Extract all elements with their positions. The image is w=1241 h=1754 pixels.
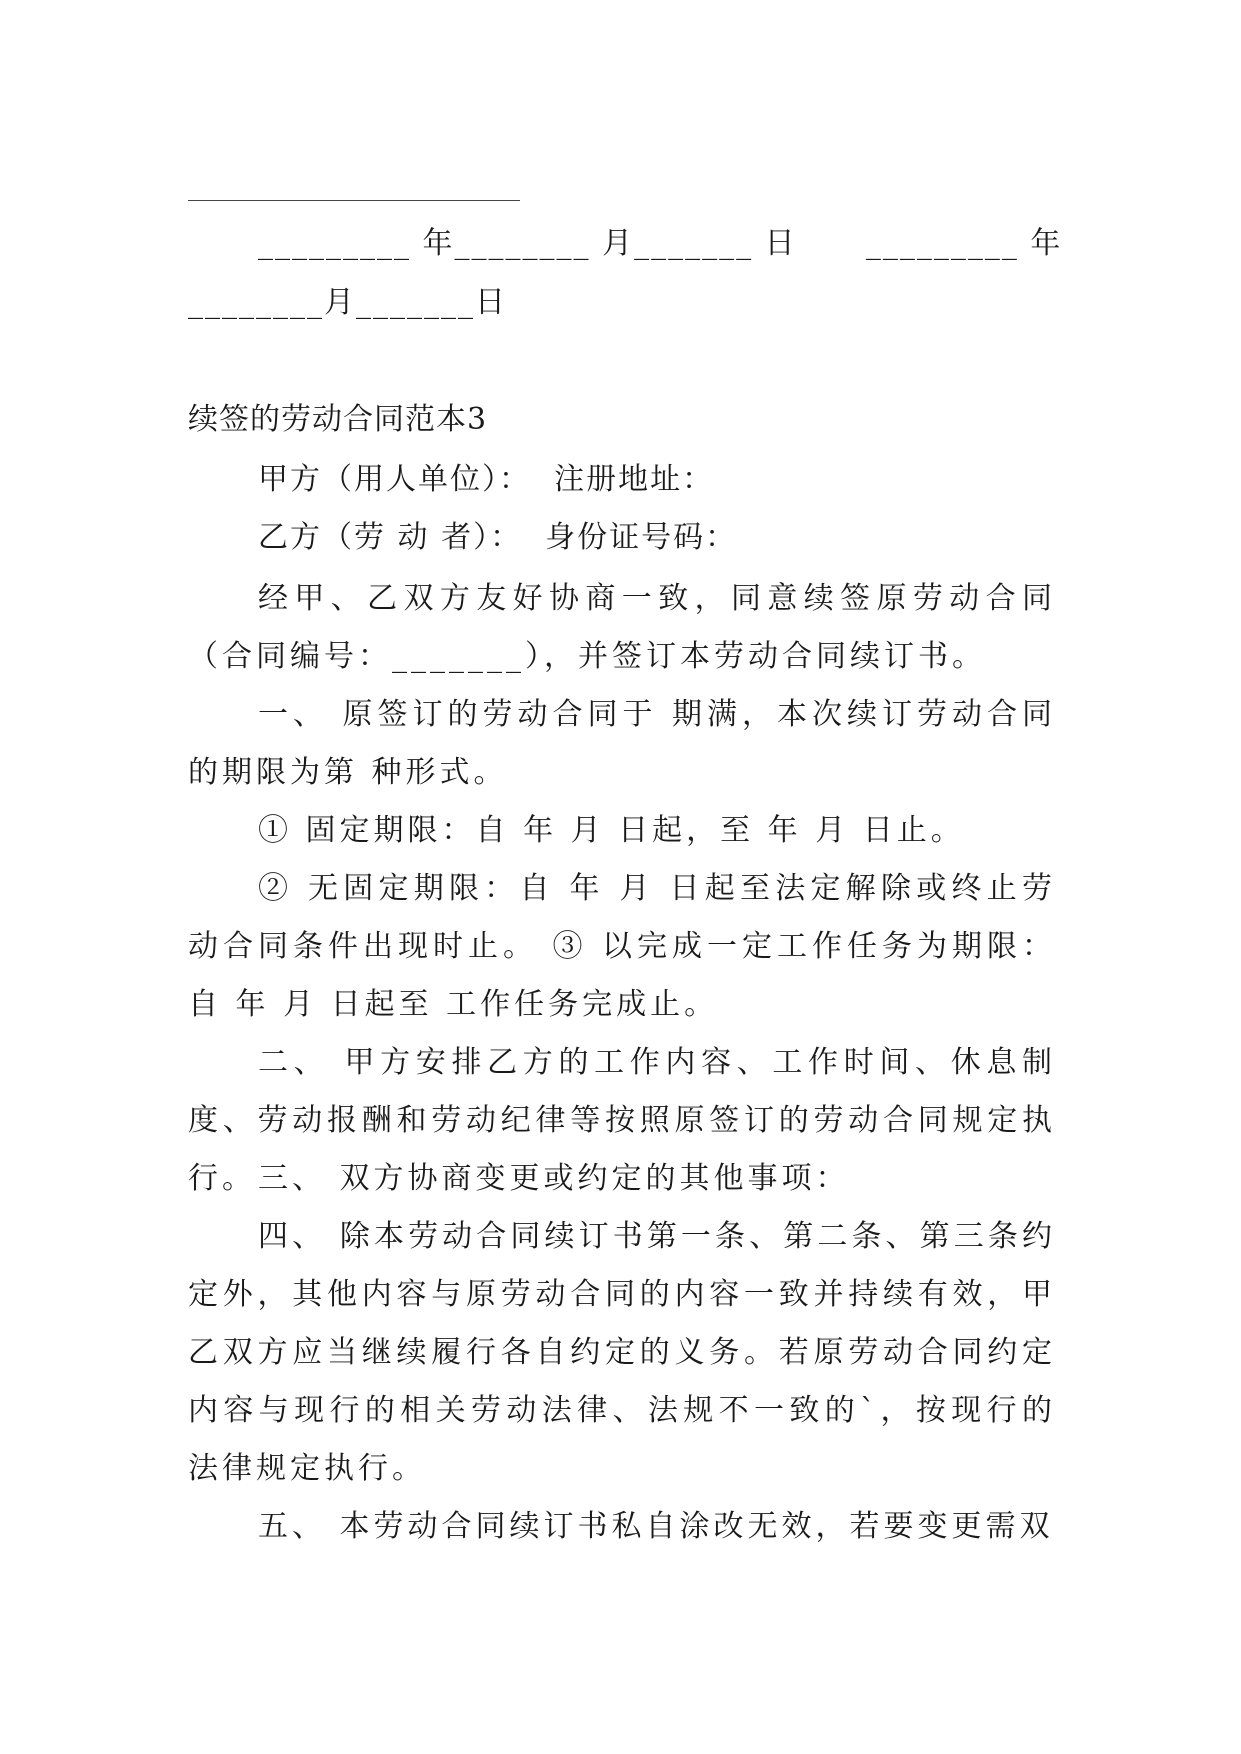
party-a-line: 甲方（用人单位）： 注册地址： (258, 462, 715, 497)
signature-underline (188, 200, 520, 201)
clause-3: 三、 双方协商变更或约定的其他事项： (258, 1161, 850, 1196)
clause-5: 五、 本劳动合同续订书私自涂改无效，若要变更需双 (258, 1509, 1054, 1544)
intro-paragraph: 经甲、乙双方友好协商一致，同意续签原劳动合同（合同编号：_______），并签订本劳动合同续订书。 (188, 581, 1056, 674)
party-b-line: 乙方（劳 动 者）： 身份证号码： (258, 520, 738, 555)
signature-date-line-1: _________ 年________ 月_______ 日 _________ 年 (258, 226, 1063, 261)
clause-1: 一、 原签订的劳动合同于 期满，本次续订劳动合同的期限为第 种形式。 (188, 697, 1056, 790)
clause-4: 四、 除本劳动合同续订书第一条、第二条、第三条约定外，其他内容与原劳动合同的内容一致并持续有效，甲乙双方应当继续履行各自约定的义务。若原劳动合同约定内容与现行的相关劳动法律、法规不一致的`，按现行的法律规定执行。 (188, 1219, 1056, 1486)
clause-2: 二、 甲方安排乙方的工作内容、工作时间、休息制度、劳动报酬和劳动纪律等按照原签订的劳动合同规定执行。 (188, 1045, 1056, 1196)
document-title: 续签的劳动合同范本3 (188, 402, 488, 437)
clause-1-option-1: ① 固定期限：自 年 月 日起，至 年 月 日止。 (258, 813, 965, 848)
clause-1-option-2-3: ② 无固定期限：自 年 月 日起至法定解除或终止劳动合同条件出现时止。 ③ 以完成一定工作任务为期限：自 年 月 日起至 工作任务完成止。 (188, 871, 1056, 1022)
signature-date-line-2: ________月_______日 (188, 285, 507, 320)
